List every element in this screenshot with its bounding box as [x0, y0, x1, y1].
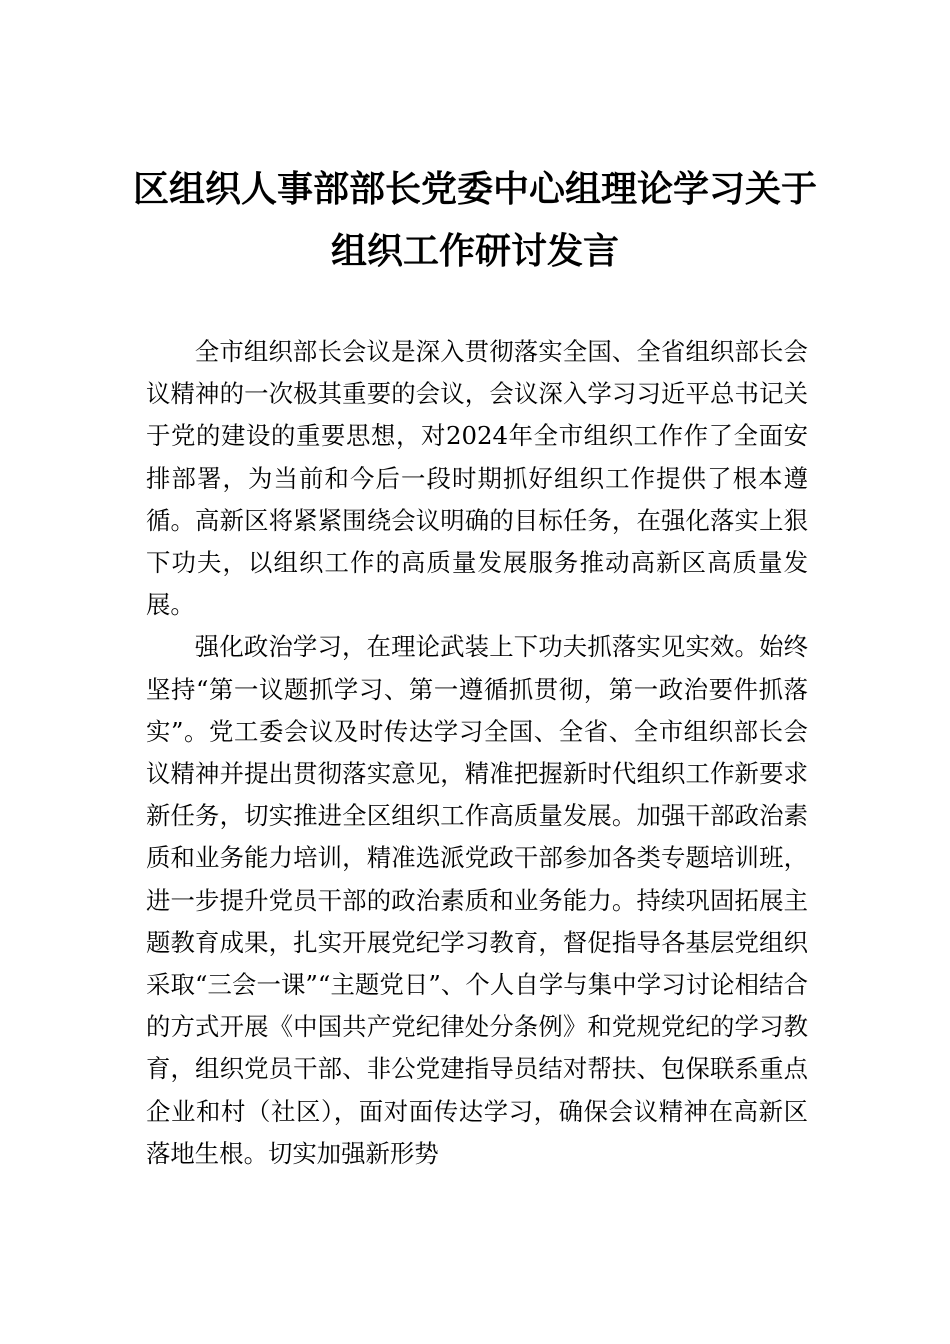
- document-title: 区组织人事部部长党委中心组理论学习关于组织工作研讨发言: [132, 168, 817, 272]
- paragraph-political-study: 强化政治学习，在理论武装上下功夫抓落实见实效。始终坚持“第一议题抓学习、第一遵循抓贯彻，第一政治要件抓落实”。党工委会议及时传达学习全国、全省、全市组织部长会议精神并提出贯彻落实意见，精准把握新时代组织工作新要求新任务，切实推进全区组织工作高质量发展。加强干部政治素质和业务能力培训，精准选派党政干部参加各类专题培训班，进一步提升党员干部的政治素质和业务能力。持续巩固拓展主题教育成果，扎实开展党纪学习教育，督促指导各基层党组织采取“三会一课”“主题党日”、个人自学与集中学习讨论相结合的方式开展《中国共产党纪律处分条例》和党规党纪的学习教育，组织党员干部、非公党建指导员结对帮扶、包保联系重点企业和村（社区），面对面传达学习，确保会议精神在高新区落地生根。切实加强新形势: [146, 632, 808, 1168]
- paragraph-intro: 全市组织部长会议是深入贯彻落实全国、全省组织部长会议精神的一次极其重要的会议，会议深入学习习近平总书记关于党的建设的重要思想，对2024年全市组织工作作了全面安排部署，为当前和今后一段时期抓好组织工作提供了根本遵循。高新区将紧紧围绕会议明确的目标任务，在强化落实上狠下功夫，以组织工作的高质量发展服务推动高新区高质量发展。: [146, 337, 808, 620]
- document-body: [146, 331, 808, 1175]
